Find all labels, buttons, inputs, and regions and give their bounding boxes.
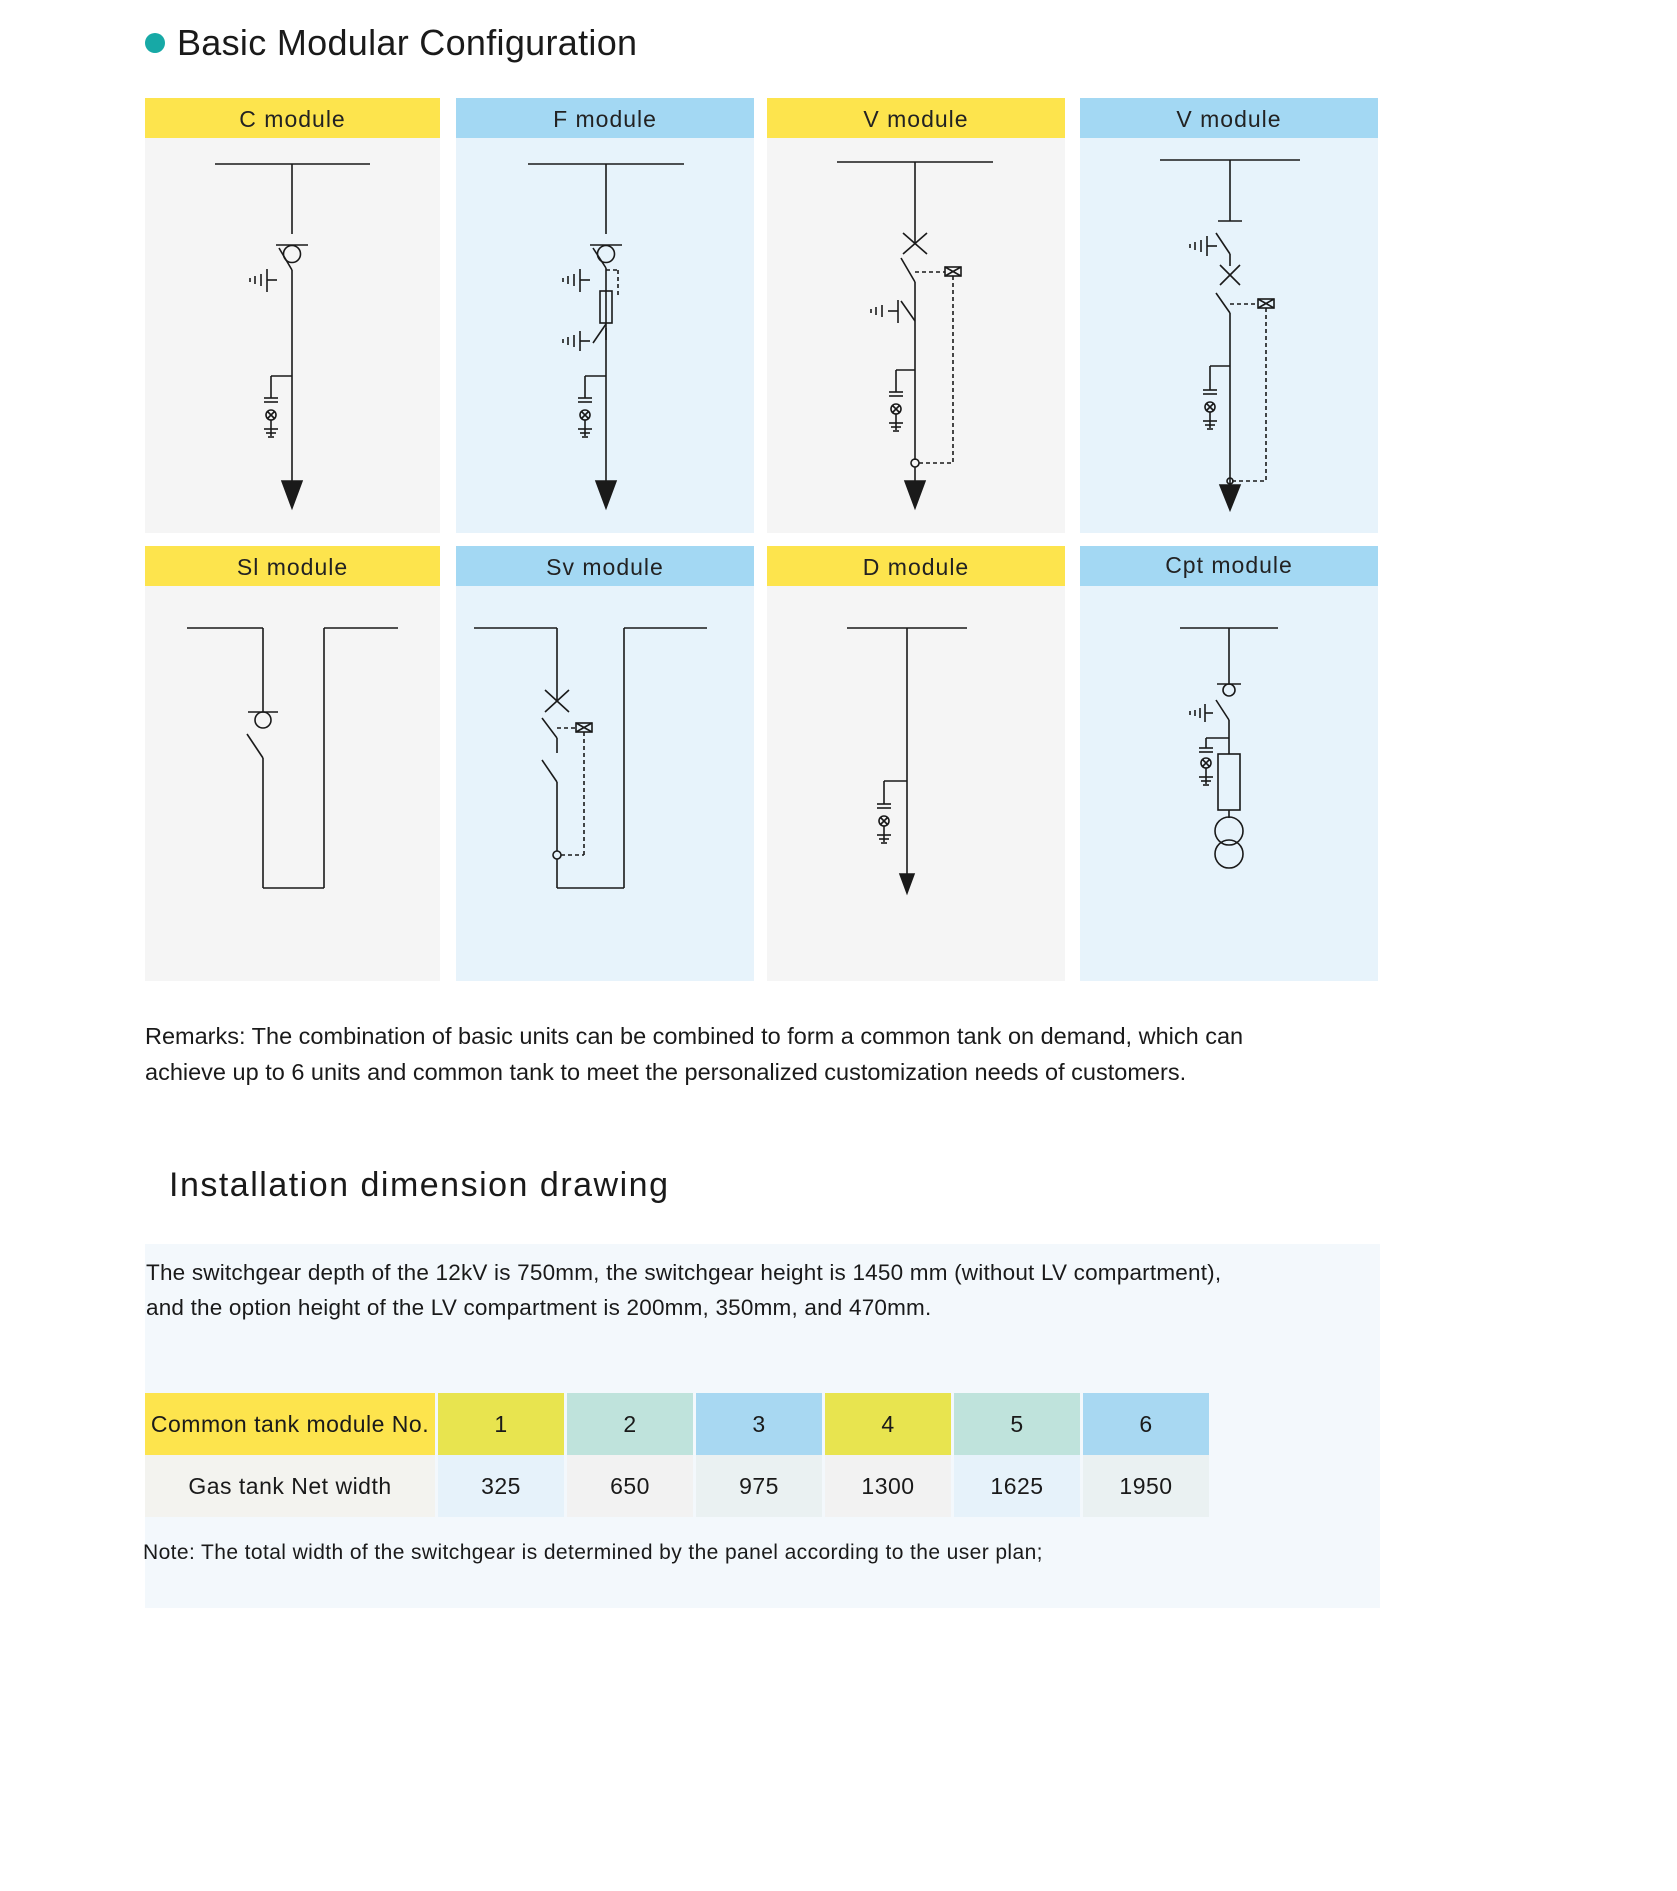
d-module-diagram bbox=[767, 586, 1062, 981]
cpt-module-diagram bbox=[1080, 586, 1375, 981]
table-cell-width: 975 bbox=[696, 1455, 822, 1517]
table-cell-width: 1300 bbox=[825, 1455, 951, 1517]
table-cell-no: 6 bbox=[1083, 1393, 1209, 1455]
module-card-sl bbox=[145, 546, 440, 981]
module-card-v2 bbox=[1080, 98, 1378, 533]
module-diagram bbox=[1080, 138, 1378, 533]
sv-module-diagram bbox=[456, 586, 751, 981]
module-label: Cpt module bbox=[1080, 546, 1378, 586]
v-module-diagram-2 bbox=[1080, 138, 1375, 533]
section-title-installation: Installation dimension drawing bbox=[169, 1166, 670, 1204]
module-card-sv bbox=[456, 546, 754, 981]
remarks-line: achieve up to 6 units and common tank to meet the personalized customization needs of customers. bbox=[145, 1059, 1187, 1085]
module-diagram bbox=[767, 586, 1065, 981]
module-label: F module bbox=[456, 98, 754, 138]
table-cell-no: 5 bbox=[954, 1393, 1080, 1455]
remarks-line: Remarks: The combination of basic units can be combined to form a common tank on demand, which can bbox=[145, 1023, 1244, 1049]
table-cell-width: 1950 bbox=[1083, 1455, 1209, 1517]
table-cell-no: 1 bbox=[438, 1393, 564, 1455]
section-title-basic-modular bbox=[145, 22, 637, 64]
module-label: V module bbox=[767, 98, 1065, 138]
module-card-cpt bbox=[1080, 546, 1378, 981]
bullet-dot-icon bbox=[145, 33, 165, 53]
module-card-d bbox=[767, 546, 1065, 981]
f-module-diagram bbox=[456, 138, 751, 533]
module-label: V module bbox=[1080, 98, 1378, 138]
module-label: Sl module bbox=[145, 546, 440, 586]
table-cell-no: 3 bbox=[696, 1393, 822, 1455]
sl-module-diagram bbox=[145, 586, 440, 981]
installation-description bbox=[146, 1255, 1296, 1325]
module-card-f bbox=[456, 98, 754, 533]
module-card-v1 bbox=[767, 98, 1065, 533]
table-note: Note: The total width of the switchgear is determined by the panel according to the user plan; bbox=[143, 1541, 1043, 1564]
table-cell-width: 650 bbox=[567, 1455, 693, 1517]
table-header-module-no: Common tank module No. bbox=[145, 1393, 435, 1455]
table-cell-width: 325 bbox=[438, 1455, 564, 1517]
c-module-diagram bbox=[145, 138, 440, 533]
module-diagram bbox=[456, 586, 754, 981]
module-label: C module bbox=[145, 98, 440, 138]
table-row-net-width bbox=[145, 1455, 1209, 1517]
module-diagram bbox=[145, 138, 440, 533]
table-cell-width: 1625 bbox=[954, 1455, 1080, 1517]
module-diagram bbox=[145, 586, 440, 981]
table-cell-no: 4 bbox=[825, 1393, 951, 1455]
table-row-module-no bbox=[145, 1393, 1209, 1455]
v-module-diagram-1 bbox=[767, 138, 1062, 533]
module-diagram bbox=[1080, 586, 1378, 981]
description-line: and the option height of the LV compartment is 200mm, 350mm, and 470mm. bbox=[146, 1295, 932, 1320]
table-header-net-width: Gas tank Net width bbox=[145, 1455, 435, 1517]
section-title-text: Basic Modular Configuration bbox=[177, 22, 638, 63]
table-cell-no: 2 bbox=[567, 1393, 693, 1455]
description-line: The switchgear depth of the 12kV is 750mm, the switchgear height is 1450 mm (without LV compartment), bbox=[146, 1260, 1222, 1285]
module-card-c bbox=[145, 98, 440, 533]
module-diagram bbox=[767, 138, 1065, 533]
module-diagram bbox=[456, 138, 754, 533]
remarks-text bbox=[145, 1018, 1295, 1090]
module-label: D module bbox=[767, 546, 1065, 586]
dimension-table bbox=[142, 1393, 1212, 1517]
module-label: Sv module bbox=[456, 546, 754, 586]
